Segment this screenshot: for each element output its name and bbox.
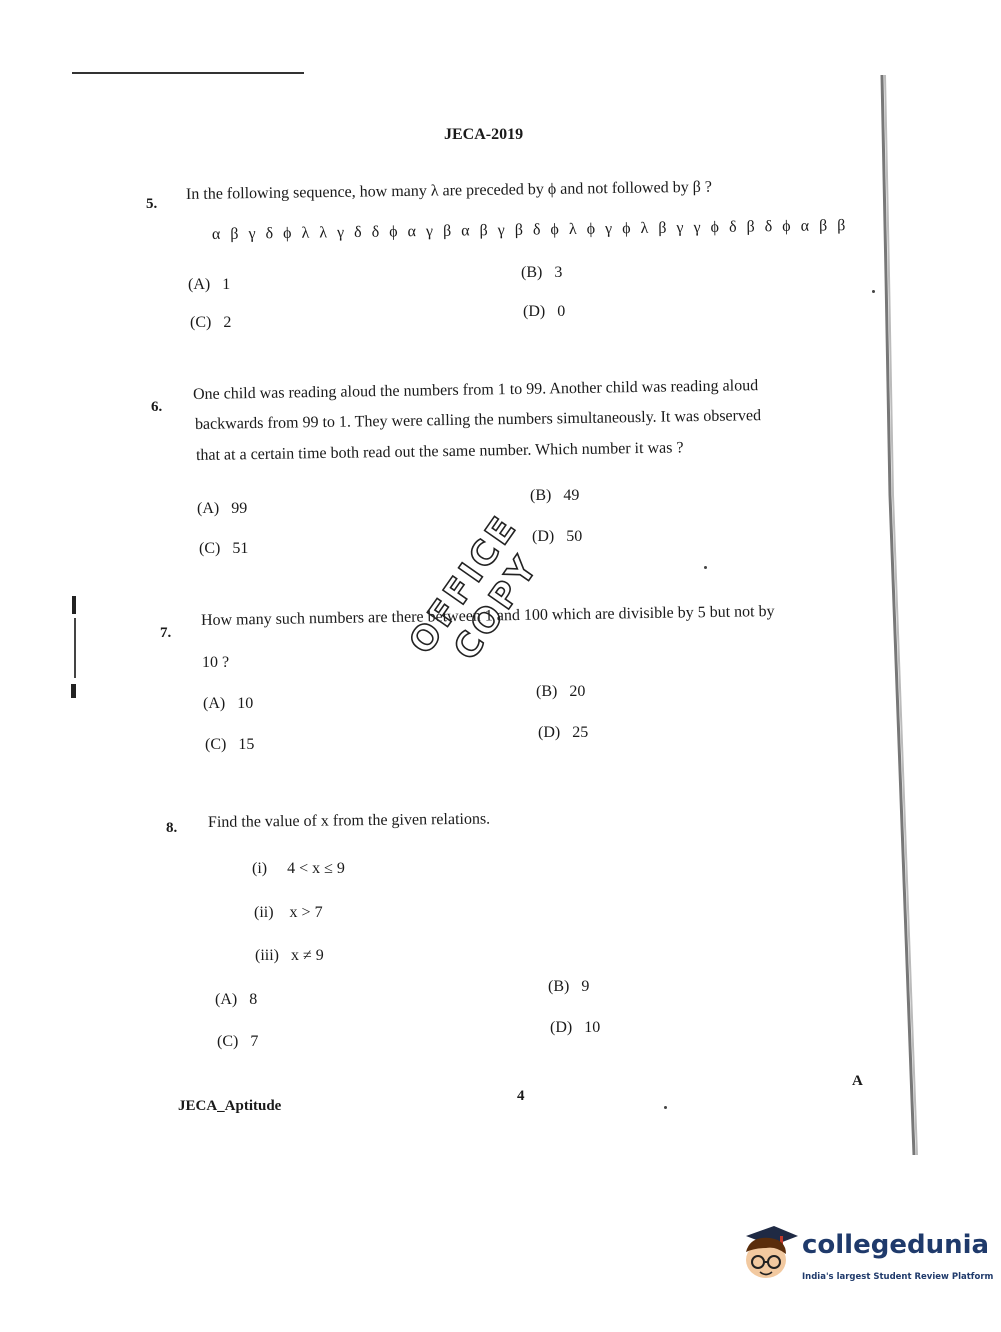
question-6-option-a: (A) 99 xyxy=(197,500,248,517)
office-copy-stamp: OFFICE COPY xyxy=(401,507,548,668)
question-7-line-1: How many such numbers are there between 1 and 100 which are divisible by 5 but not by xyxy=(200,602,775,629)
question-8-text: Find the value of x from the given relations. xyxy=(207,810,491,831)
question-8-relation-1: (i) 4 < x ≤ 9 xyxy=(252,860,345,877)
question-7-option-d: (D) 25 xyxy=(538,724,589,741)
scan-speck xyxy=(872,290,875,293)
question-6-number: 6. xyxy=(151,399,163,415)
question-8-option-c: (C) 7 xyxy=(217,1033,259,1050)
question-5-option-b: (B) 3 xyxy=(521,264,563,281)
exam-title: JECA-2019 xyxy=(444,126,524,143)
question-5-option-d: (D) 0 xyxy=(523,303,566,320)
question-7-line-2: 10 ? xyxy=(202,654,230,671)
paper-set: A xyxy=(852,1073,863,1089)
scan-speck xyxy=(704,566,707,569)
question-6-line-2: backwards from 99 to 1. They were calling the numbers simultaneously. It was observed xyxy=(194,407,762,433)
question-5-number: 5. xyxy=(146,196,158,212)
question-8-option-a: (A) 8 xyxy=(215,991,258,1008)
question-7-option-a: (A) 10 xyxy=(203,695,254,712)
question-7-option-c: (C) 15 xyxy=(205,736,255,753)
question-8-relation-3: (iii) x ≠ 9 xyxy=(255,947,324,964)
question-6-option-c: (C) 51 xyxy=(199,540,249,557)
question-8-relation-2: (ii) x > 7 xyxy=(254,904,323,921)
question-8-option-b: (B) 9 xyxy=(548,978,590,995)
question-8-option-d: (D) 10 xyxy=(550,1019,601,1036)
scan-speck xyxy=(664,1106,667,1109)
scanned-page-edge xyxy=(880,75,920,1155)
collegedunia-logo xyxy=(740,1222,994,1292)
question-7-number: 7. xyxy=(160,625,172,641)
question-5-text: In the following sequence, how many λ are preceded by ϕ and not followed by β ? xyxy=(185,178,712,203)
question-6-line-3: that at a certain time both read out the same number. Which number it was ? xyxy=(195,439,684,464)
logo-wordmark: collegedunia xyxy=(802,1230,990,1260)
footer-subject: JECA_Aptitude xyxy=(178,1098,282,1114)
binding-marks xyxy=(68,596,88,701)
question-8-number: 8. xyxy=(166,820,178,836)
top-rule xyxy=(72,72,304,74)
question-7-option-b: (B) 20 xyxy=(536,683,586,700)
mascot-icon xyxy=(740,1222,800,1288)
question-6-option-b: (B) 49 xyxy=(530,487,580,504)
page-number: 4 xyxy=(517,1088,525,1104)
question-6-option-d: (D) 50 xyxy=(532,528,583,545)
question-5-option-a: (A) 1 xyxy=(188,276,231,293)
logo-tagline: India's largest Student Review Platform xyxy=(802,1272,994,1282)
question-6-line-1: One child was reading aloud the numbers from 1 to 99. Another child was reading aloud xyxy=(192,377,759,403)
question-5-sequence: α β γ δ ϕ λ λ γ δ δ ϕ α γ β α β γ β δ ϕ λ ϕ γ ϕ λ β γ γ ϕ δ β δ ϕ α β β xyxy=(211,217,849,243)
question-5-option-c: (C) 2 xyxy=(190,314,232,331)
